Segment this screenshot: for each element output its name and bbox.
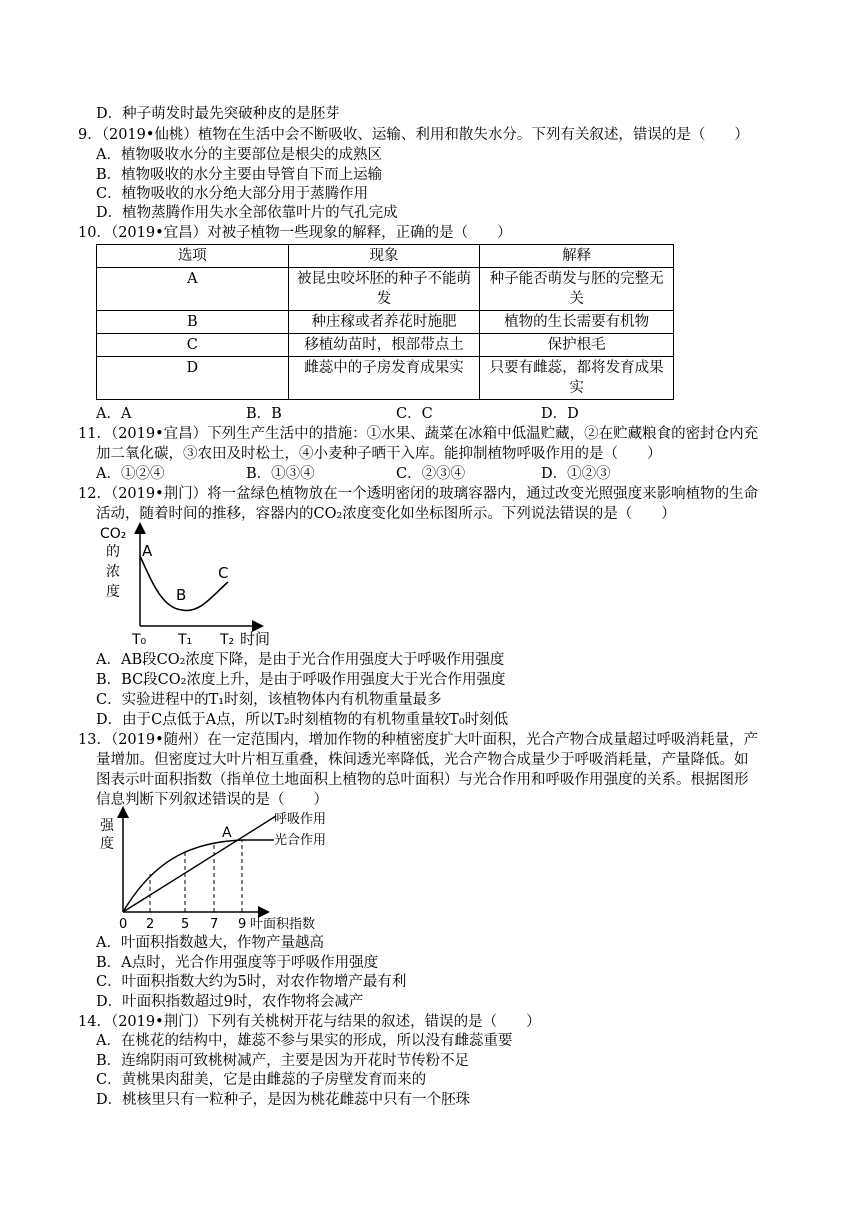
q10-row-d-expl-l1: 只要有雌蕊，都将发育成果 (489, 360, 664, 376)
q13-stem-line3: 图表示叶面积指数（指单位土地面积上植物的总叶面积）与光合作用和呼吸作用强度的关系。根据图形 (96, 772, 749, 788)
q9-option-b: B．植物吸收的水分主要由导管自下而上运输 (96, 167, 383, 183)
q10-row-a-option: A (97, 268, 289, 311)
q9-stem: 9．（2019•仙桃）植物在生活中会不断吸收、运输、利用和散失水分。下列有关叙述，错误的是（ ） (78, 127, 749, 143)
q13-ylabel-2: 度 (100, 836, 114, 852)
q12-xlabel: 时间 (240, 630, 271, 648)
q13-tick-2: 2 (146, 917, 155, 932)
q13-respiration-line (123, 816, 276, 912)
q13-stem-line4: 信息判断下列叙述错误的是（ ） (96, 792, 328, 808)
q10-option-c: C．C (396, 406, 433, 422)
q12-point-b: B (176, 586, 187, 604)
q13-tick-5: 5 (181, 917, 190, 932)
q11-option-d: D．①②③ (541, 466, 611, 482)
q10-row-d-explanation (480, 357, 674, 400)
q10-row-c (97, 334, 674, 357)
q14-stem: 14．（2019•荆门）下列有关桃树开花与结果的叙述，错误的是（ ） (78, 1014, 541, 1030)
q12-option-c: C．实验进程中的T₁时刻，该植物体内有机物重量最多 (96, 692, 442, 708)
q11-option-a: A．①②④ (96, 466, 165, 482)
q10-option-a: A．A (96, 406, 132, 422)
q12-point-c: C (218, 564, 229, 582)
q12-co2-graph (96, 522, 286, 648)
q11-stem-line1: 11．（2019•宜昌）下列生产生活中的措施：①水果、蔬菜在冰箱中低温贮藏，②在贮藏粮食的密封仓内充 (78, 426, 759, 442)
q10-row-a-expl-l2: 关 (569, 291, 584, 307)
q10-row-b-explanation: 植物的生长需要有机物 (480, 311, 674, 334)
q12-stem-line2: 活动，随着时间的推移，容器内的CO₂浓度变化如坐标图所示。下列说法错误的是（ ） (96, 506, 676, 522)
q10-row-b-phenomenon: 种庄稼或者养花时施肥 (288, 311, 480, 334)
q14-option-c: C．黄桃果肉甜美，它是由雌蕊的子房壁发育而来的 (96, 1072, 427, 1088)
q11-option-c: C．②③④ (396, 466, 466, 482)
q13-photosynthesis-curve (123, 840, 274, 912)
q11-option-b: B．①③④ (246, 466, 315, 482)
q11-options (96, 465, 696, 483)
q10-stem: 10．（2019•宜昌）对被子植物一些现象的解释，正确的是（ ） (78, 225, 512, 241)
q12-option-b: B．BC段CO₂浓度上升，是由于呼吸作用强度大于光合作用强度 (96, 672, 506, 688)
q9-option-d: D．植物蒸腾作用失水全部依靠叶片的气孔完成 (96, 205, 398, 221)
q13-option-c: C．叶面积指数大约为5时，对农作物增产最有利 (96, 974, 407, 990)
q10-header-phenomenon: 现象 (288, 245, 480, 268)
q13-stem-line1: 13．（2019•随州）在一定范围内，增加作物的种植密度扩大叶面积，光合产物合成量超过呼吸消耗量，产 (78, 732, 759, 748)
q10-options (96, 405, 696, 423)
q14-option-a: A．在桃花的结构中，雄蕊不参与果实的形成，所以没有雌蕊重要 (96, 1033, 513, 1049)
q10-option-b: B．B (246, 406, 282, 422)
q8-option-d: D．种子萌发时最先突破种皮的是胚芽 (96, 106, 340, 122)
q12-tick-t1: T₁ (178, 632, 193, 648)
q13-tick-9: 9 (238, 917, 247, 932)
q13-option-a: A．叶面积指数越大，作物产量越高 (96, 935, 324, 951)
q13-intensity-graph (96, 806, 346, 932)
q10-row-d (97, 357, 674, 400)
q10-row-c-option: C (97, 334, 289, 357)
q13-option-d: D．叶面积指数超过9时，农作物将会减产 (96, 994, 364, 1010)
q12-tick-t0: T₀ (132, 632, 147, 648)
q12-ylabel-4: 度 (106, 584, 120, 600)
q14-option-d: D．桃核里只有一粒种子，是因为桃花雌蕊中只有一个胚珠 (96, 1092, 471, 1108)
q13-ylabel-1: 强 (100, 818, 114, 834)
q12-ylabel-3: 浓 (106, 564, 120, 580)
q10-row-d-option: D (97, 357, 289, 400)
q10-header-option: 选项 (97, 245, 289, 268)
q10-row-c-explanation: 保护根毛 (480, 334, 674, 357)
q11-stem-line2: 加二氧化碳，③农田及时松土，④小麦种子晒干入库。能抑制植物呼吸作用的是（ ） (96, 446, 662, 462)
q12-ylabel-2: 的 (106, 544, 120, 560)
q10-row-b (97, 311, 674, 334)
q9-option-c: C．植物吸收的水分绝大部分用于蒸腾作用 (96, 186, 369, 202)
q10-row-d-phenomenon: 雌蕊中的子房发育成果实 (288, 357, 480, 400)
q10-header-explanation: 解释 (480, 245, 674, 268)
q13-xlabel: 叶面积指数 (250, 917, 316, 932)
q12-ylabel-1: CO₂ (100, 526, 127, 542)
q13-point-a: A (222, 825, 232, 841)
q10-row-c-phenomenon: 移植幼苗时，根部带点土 (288, 334, 480, 357)
q12-stem-line1: 12．（2019•荆门）将一盆绿色植物放在一个透明密闭的玻璃容器内，通过改变光照强度来影响植物的生命 (78, 486, 759, 502)
q10-row-b-option: B (97, 311, 289, 334)
q13-option-b: B．A点时，光合作用强度等于呼吸作用强度 (96, 955, 379, 971)
q10-option-d: D．D (541, 406, 579, 422)
q13-tick-7: 7 (210, 917, 219, 932)
q10-header-row (97, 245, 674, 268)
q10-row-a-explanation (480, 268, 674, 311)
q10-row-a (97, 268, 674, 311)
q12-option-d: D．由于C点低于A点，所以T₂时刻植物的有机物重量较T₀时刻低 (96, 712, 509, 728)
q10-row-d-expl-l2: 实 (569, 380, 584, 396)
q10-row-a-phen-l1: 被昆虫咬坏胚的种子不能萌 (296, 271, 471, 287)
q12-option-a: A．AB段CO₂浓度下降，是由于光合作用强度大于呼吸作用强度 (96, 652, 505, 668)
q13-series-respiration: 呼吸作用 (274, 812, 327, 827)
q13-tick-0: 0 (119, 917, 128, 932)
q10-row-a-phenomenon (288, 268, 480, 311)
q10-table (96, 244, 674, 400)
q12-point-a: A (142, 542, 153, 560)
q13-stem-line2: 量增加。但密度过大叶片相互重叠，株间透光率降低，光合产物合成量少于呼吸消耗量，产量降低。如 (96, 752, 749, 768)
q9-option-a: A．植物吸收水分的主要部位是根尖的成熟区 (96, 147, 382, 163)
q14-option-b: B．连绵阴雨可致桃树减产，主要是因为开花时节传粉不足 (96, 1053, 470, 1069)
q13-series-photosynthesis: 光合作用 (274, 833, 327, 848)
q10-row-a-expl-l1: 种子能否萌发与胚的完整无 (489, 271, 664, 287)
q10-row-a-phen-l2: 发 (376, 291, 392, 307)
q12-tick-t2: T₂ (220, 632, 235, 648)
